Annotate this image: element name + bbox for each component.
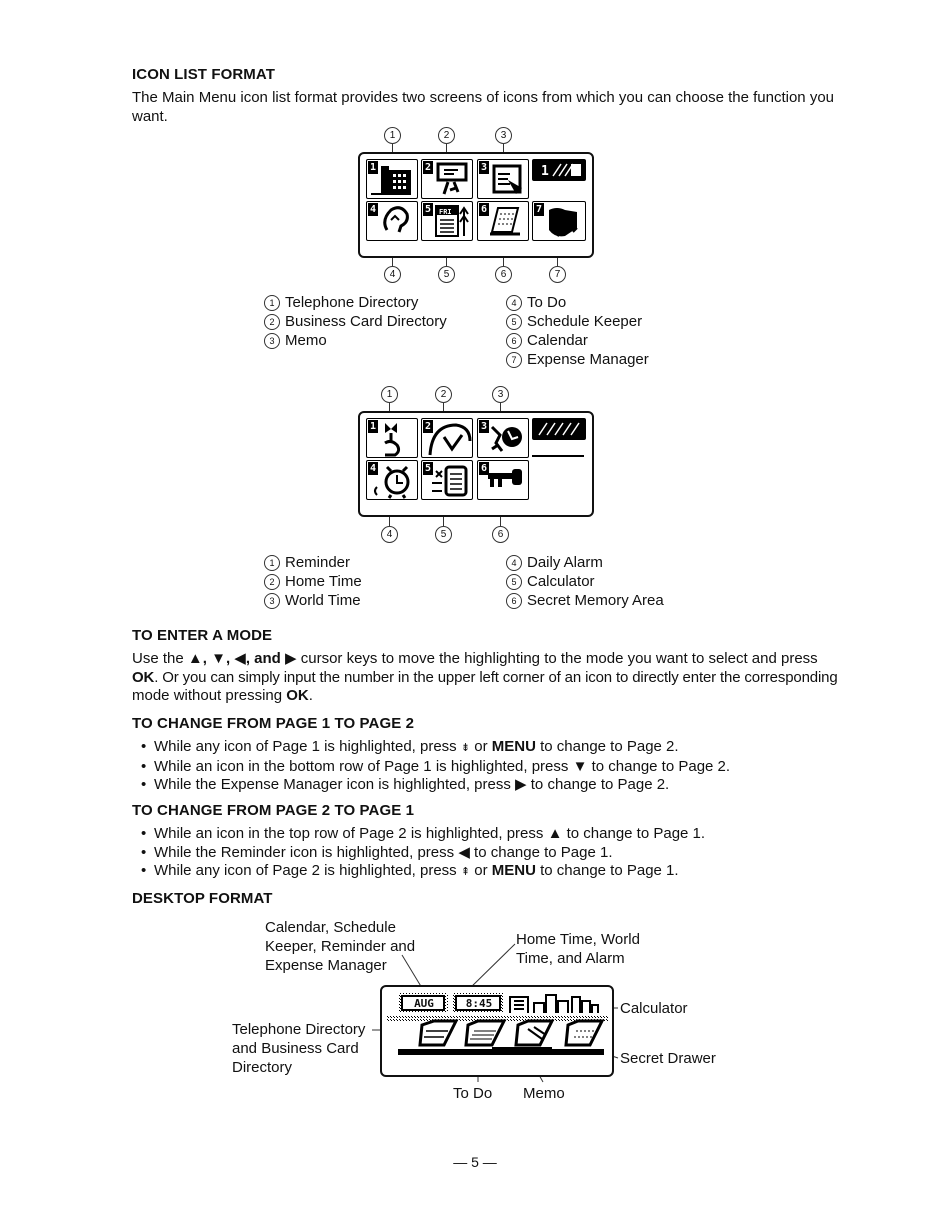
desktop-date: AUG: [414, 997, 434, 1010]
list-item: • While an icon in the bottom row of Page 1 is highlighted, press ▼ to change to Page 2.: [132, 758, 852, 777]
page1-legend-left: [264, 293, 447, 350]
page2-legend-right: [506, 553, 664, 610]
legend-item: 3 World Time: [264, 591, 362, 610]
list-item: • While any icon of Page 1 is highlighted, press ⇟ or MENU to change to Page 2.: [132, 738, 852, 758]
page-indicator: [532, 159, 586, 181]
home-time-icon[interactable]: 2: [421, 418, 473, 458]
page1-lcd-screen: [358, 152, 594, 258]
callout-memo: Memo: [523, 1085, 565, 1102]
telephone-directory-icon[interactable]: 1: [366, 159, 418, 199]
callout-todo: To Do: [453, 1085, 493, 1102]
legend-item: 2 Business Card Directory: [264, 312, 447, 331]
daily-alarm-icon[interactable]: 4: [366, 460, 418, 500]
calendar-icon[interactable]: 6: [477, 201, 529, 241]
schedule-keeper-icon[interactable]: 5 FRI: [421, 201, 473, 241]
legend-item: 6 Secret Memory Area: [506, 591, 664, 610]
heading-icon-list-format: ICON LIST FORMAT: [132, 66, 275, 83]
list-item: • While any icon of Page 2 is highlighted, press ⇞ or MENU to change to Page 1.: [132, 862, 852, 882]
marker-bottom-5: 5: [438, 266, 455, 283]
legend-item: 1 Reminder: [264, 553, 362, 572]
intro-line-2: want.: [132, 107, 168, 125]
secret-memory-key-icon[interactable]: 6: [477, 460, 529, 500]
memo-icon[interactable]: 3: [477, 159, 529, 199]
legend-item: 7 Expense Manager: [506, 350, 649, 369]
page-up-icon: ⇞: [460, 866, 471, 878]
marker-top-1: 1: [381, 386, 398, 403]
page2-to-page1-list: [132, 825, 852, 882]
marker-top-1: 1: [384, 127, 401, 144]
legend-item: 2 Home Time: [264, 572, 362, 591]
marker-bottom-6: 6: [492, 526, 509, 543]
down-arrow-icon: ▼: [572, 757, 588, 775]
page-number: — 5 —: [453, 1154, 497, 1170]
marker-bottom-5: 5: [435, 526, 452, 543]
right-arrow-icon: ▶: [285, 650, 297, 667]
marker-top-2: 2: [438, 127, 455, 144]
icon-list-intro: [132, 89, 852, 126]
up-arrow-icon: ▲: [187, 650, 203, 667]
page2-lcd-screen: [358, 411, 594, 517]
legend-item: 4 Daily Alarm: [506, 553, 664, 572]
callout-home-time: Home Time, World Time, and Alarm: [516, 931, 640, 967]
heading-desktop-format: DESKTOP FORMAT: [132, 890, 273, 907]
marker-bottom-6: 6: [495, 266, 512, 283]
left-arrow-icon: ◀: [234, 650, 246, 667]
desktop-time: 8:45: [465, 997, 493, 1010]
business-card-directory-icon[interactable]: 2: [421, 159, 473, 199]
left-arrow-icon: ◀: [458, 843, 470, 861]
legend-item: 3 Memo: [264, 331, 447, 350]
up-arrow-icon: ▲: [547, 825, 563, 842]
callout-calendar: Calendar, Schedule Keeper, Reminder and Expense Manager: [265, 919, 416, 974]
expense-manager-icon[interactable]: 7: [532, 201, 586, 241]
page-down-icon: ⇟: [460, 742, 471, 754]
heading-page1-to-page2: TO CHANGE FROM PAGE 1 TO PAGE 2: [132, 715, 415, 732]
marker-top-2: 2: [435, 386, 452, 403]
svg-text:1: 1: [541, 164, 549, 179]
svg-text:FRI: FRI: [439, 208, 452, 216]
calculator-icon[interactable]: 5: [421, 460, 473, 500]
legend-item: 6 Calendar: [506, 331, 649, 350]
callout-secret-drawer: Secret Drawer: [620, 1050, 716, 1067]
world-time-icon[interactable]: 3: [477, 418, 529, 458]
page1-legend-right: [506, 293, 649, 369]
desktop-lcd-screen: [380, 985, 614, 1077]
heading-enter-mode: TO ENTER A MODE: [132, 627, 273, 644]
page-indicator: [532, 418, 586, 440]
down-arrow-icon: ▼: [211, 650, 226, 667]
todo-icon[interactable]: 4: [366, 201, 418, 241]
marker-bottom-4: 4: [384, 266, 401, 283]
list-item: • While the Expense Manager icon is highlighted, press ▶ to change to Page 2.: [132, 776, 852, 795]
reminder-icon[interactable]: 1: [366, 418, 418, 458]
marker-bottom-7: 7: [549, 266, 566, 283]
list-item: • While an icon in the top row of Page 2 is highlighted, press ▲ to change to Page 1.: [132, 825, 852, 844]
legend-item: 5 Schedule Keeper: [506, 312, 649, 331]
legend-item: 4 To Do: [506, 293, 649, 312]
page2-legend-left: [264, 553, 362, 610]
callout-calculator: Calculator: [620, 1000, 688, 1017]
legend-item: 1 Telephone Directory: [264, 293, 447, 312]
intro-line-1: The Main Menu icon list format provides two screens of icons from which you can choose the function you: [132, 89, 835, 106]
marker-bottom-4: 4: [381, 526, 398, 543]
list-item: • While the Reminder icon is highlighted, press ◀ to change to Page 1.: [132, 844, 852, 863]
legend-item: 5 Calculator: [506, 572, 664, 591]
enter-mode-paragraph: Use the ▲, ▼, ◀, and ▶ cursor keys to move the highlighting to the mode you want to select and press OK. Or you can simply input the number in the upper left corner of an icon to directly enter the corresponding mode without pressing OK.: [132, 650, 838, 704]
marker-top-3: 3: [492, 386, 509, 403]
page1-to-page2-list: [132, 738, 852, 795]
heading-page2-to-page1: TO CHANGE FROM PAGE 2 TO PAGE 1: [132, 802, 415, 819]
right-arrow-icon: ▶: [515, 776, 527, 793]
callout-telephone: Telephone Directory and Business Card Directory: [232, 1021, 366, 1076]
marker-top-3: 3: [495, 127, 512, 144]
